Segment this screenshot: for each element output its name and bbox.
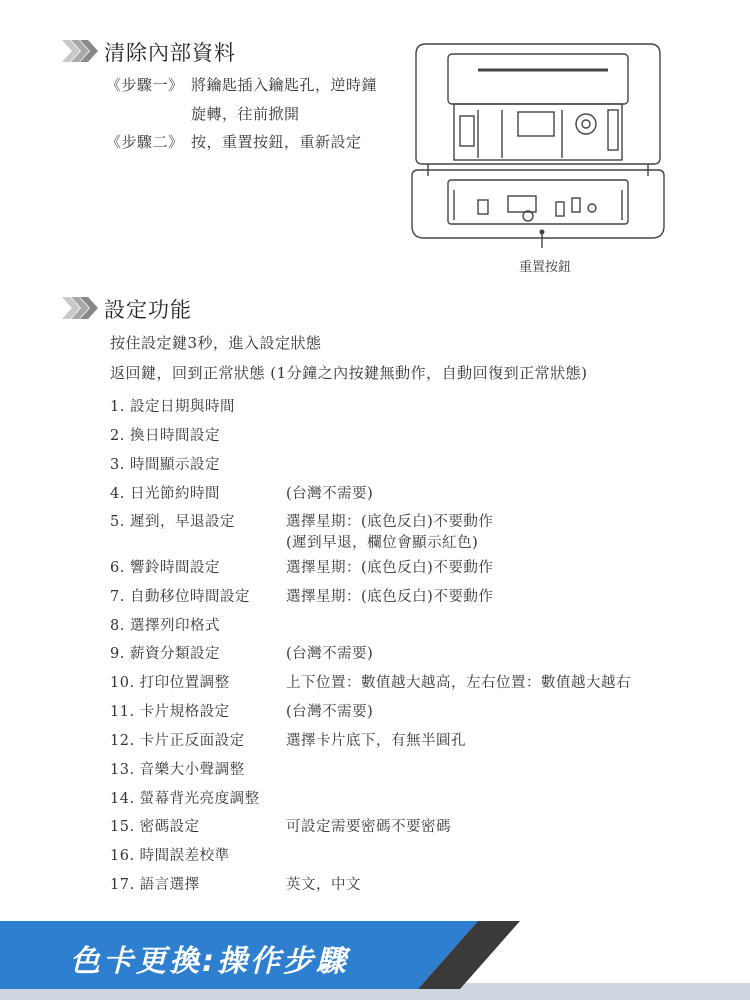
settings-item: 9. 薪資分類設定 <box>110 646 220 662</box>
settings-item-note: 選擇星期：(底色反白)不要動作 <box>286 589 494 605</box>
settings-item-note-line2: (遲到早退，欄位會顯示紅色) <box>286 535 479 551</box>
section-chevron-icon <box>62 40 98 62</box>
step1-text-line2: 旋轉，往前掀開 <box>191 105 300 123</box>
section-chevron-icon <box>62 297 98 319</box>
settings-item-note: 選擇星期：(底色反白)不要動作 <box>286 514 494 530</box>
step1-text-line1: 將鑰匙插入鑰匙孔，逆時鐘 <box>191 76 378 94</box>
settings-item: 13. 音樂大小聲調整 <box>110 762 245 778</box>
settings-item: 6. 響鈴時間設定 <box>110 560 220 576</box>
settings-item: 2. 換日時間設定 <box>110 428 220 444</box>
step1-label: 《步驟一》 <box>106 76 184 94</box>
time-clock-diagram <box>408 40 668 248</box>
reset-button-caption: 重置按鈕 <box>519 260 572 275</box>
settings-item: 4. 日光節約時間 <box>110 486 220 502</box>
settings-item: 5. 遲到，早退設定 <box>110 514 235 530</box>
settings-item: 12. 卡片正反面設定 <box>110 733 245 749</box>
settings-item: 8. 選擇列印格式 <box>110 618 220 634</box>
settings-item-note: 可設定需要密碼不要密碼 <box>286 819 451 835</box>
settings-item-note: 上下位置：數值越大越高，左右位置：數值越大越右 <box>286 675 631 691</box>
settings-item: 3. 時間顯示設定 <box>110 457 220 473</box>
settings-item-note: (台灣不需要) <box>286 486 374 502</box>
section-title-clear-data: 清除內部資料 <box>104 41 236 65</box>
settings-intro-line2: 返回鍵，回到正常狀態 (1分鐘之內按鍵無動作，自動回復到正常狀態) <box>110 364 588 382</box>
settings-item-note: 選擇卡片底下，有無半圓孔 <box>286 733 466 749</box>
settings-item-note: 英文，中文 <box>286 877 361 893</box>
settings-item-note: (台灣不需要) <box>286 646 374 662</box>
banner-title: 色卡更換:操作步驟 <box>70 944 349 979</box>
settings-item-note: (台灣不需要) <box>286 704 374 720</box>
step2-label: 《步驟二》 <box>106 133 184 151</box>
settings-item: 17. 語言選擇 <box>110 877 200 893</box>
settings-item: 14. 螢幕背光亮度調整 <box>110 791 260 807</box>
settings-item: 16. 時間誤差校準 <box>110 848 230 864</box>
section-title-settings: 設定功能 <box>104 298 192 322</box>
settings-item-note: 選擇星期：(底色反白)不要動作 <box>286 560 494 576</box>
settings-item: 7. 自動移位時間設定 <box>110 589 250 605</box>
settings-intro-line1: 按住設定鍵3秒，進入設定狀態 <box>110 334 322 352</box>
settings-item: 1. 設定日期與時間 <box>110 399 235 415</box>
step2-text: 按，重置按鈕，重新設定 <box>191 133 362 151</box>
settings-item: 15. 密碼設定 <box>110 819 200 835</box>
settings-item: 10. 打印位置調整 <box>110 675 230 691</box>
settings-item: 11. 卡片規格設定 <box>110 704 230 720</box>
